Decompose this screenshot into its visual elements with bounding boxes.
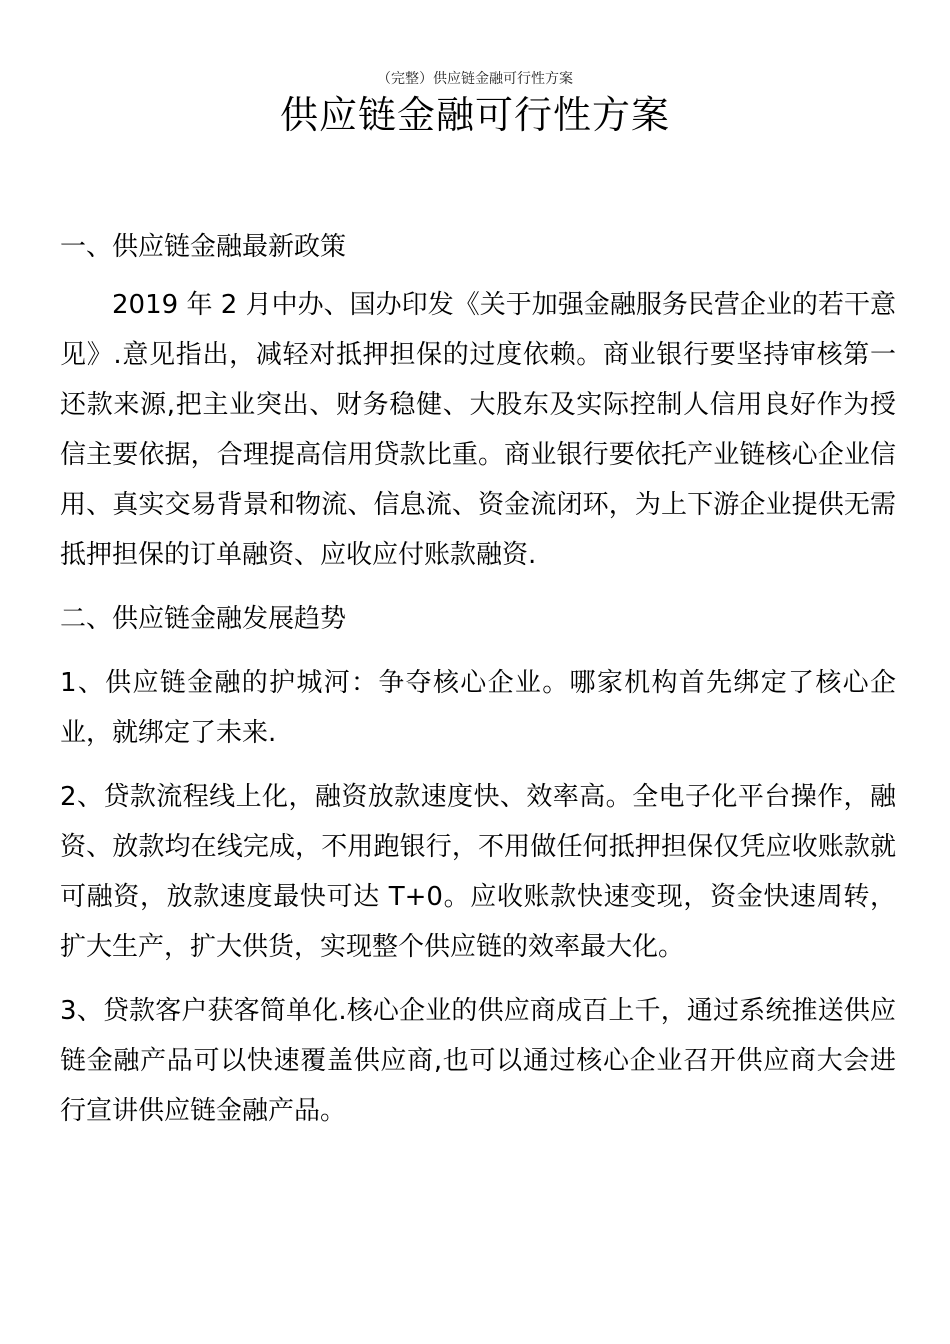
paragraph: 2、贷款流程线上化，融资放款速度快、效率高。全电子化平台操作，融资、放款均在线完成，不用跑银行，不用做任何抵押担保仅凭应收账款就可融资，放款速度最快可达 T+0。应收账款快速变现，资金快速周转，扩大生产，扩大供货，实现整个供应链的效率最大化。 — [60, 782, 896, 962]
document-body — [60, 222, 896, 1150]
section-heading: 一、供应链金融最新政策 — [60, 232, 347, 262]
document-title: 供应链金融可行性方案 — [279, 93, 670, 137]
section-trends — [60, 594, 896, 1136]
running-header: （完整）供应链金融可行性方案 — [377, 71, 573, 87]
paragraph: 2019 年 2 月中办、国办印发《关于加强金融服务民营企业的若干意见》.意见指出，减轻对抵押担保的过度依赖。商业银行要坚持审核第一还款来源,把主业突出、财务稳健、大股东及实际控制人信用良好作为授信主要依据，合理提高信用贷款比重。商业银行要依托产业链核心企业信用、真实交易背景和物流、信息流、资金流闭环，为上下游企业提供无需抵押担保的订单融资、应收应付账款融资. — [60, 290, 896, 570]
section-policy — [60, 222, 896, 580]
paragraph: 1、供应链金融的护城河：争夺核心企业。哪家机构首先绑定了核心企业，就绑定了未来. — [60, 668, 896, 748]
section-heading: 二、供应链金融发展趋势 — [60, 604, 347, 634]
paragraph: 3、贷款客户获客简单化.核心企业的供应商成百上千，通过系统推送供应链金融产品可以快速覆盖供应商,也可以通过核心企业召开供应商大会进行宣讲供应链金融产品。 — [60, 996, 896, 1126]
